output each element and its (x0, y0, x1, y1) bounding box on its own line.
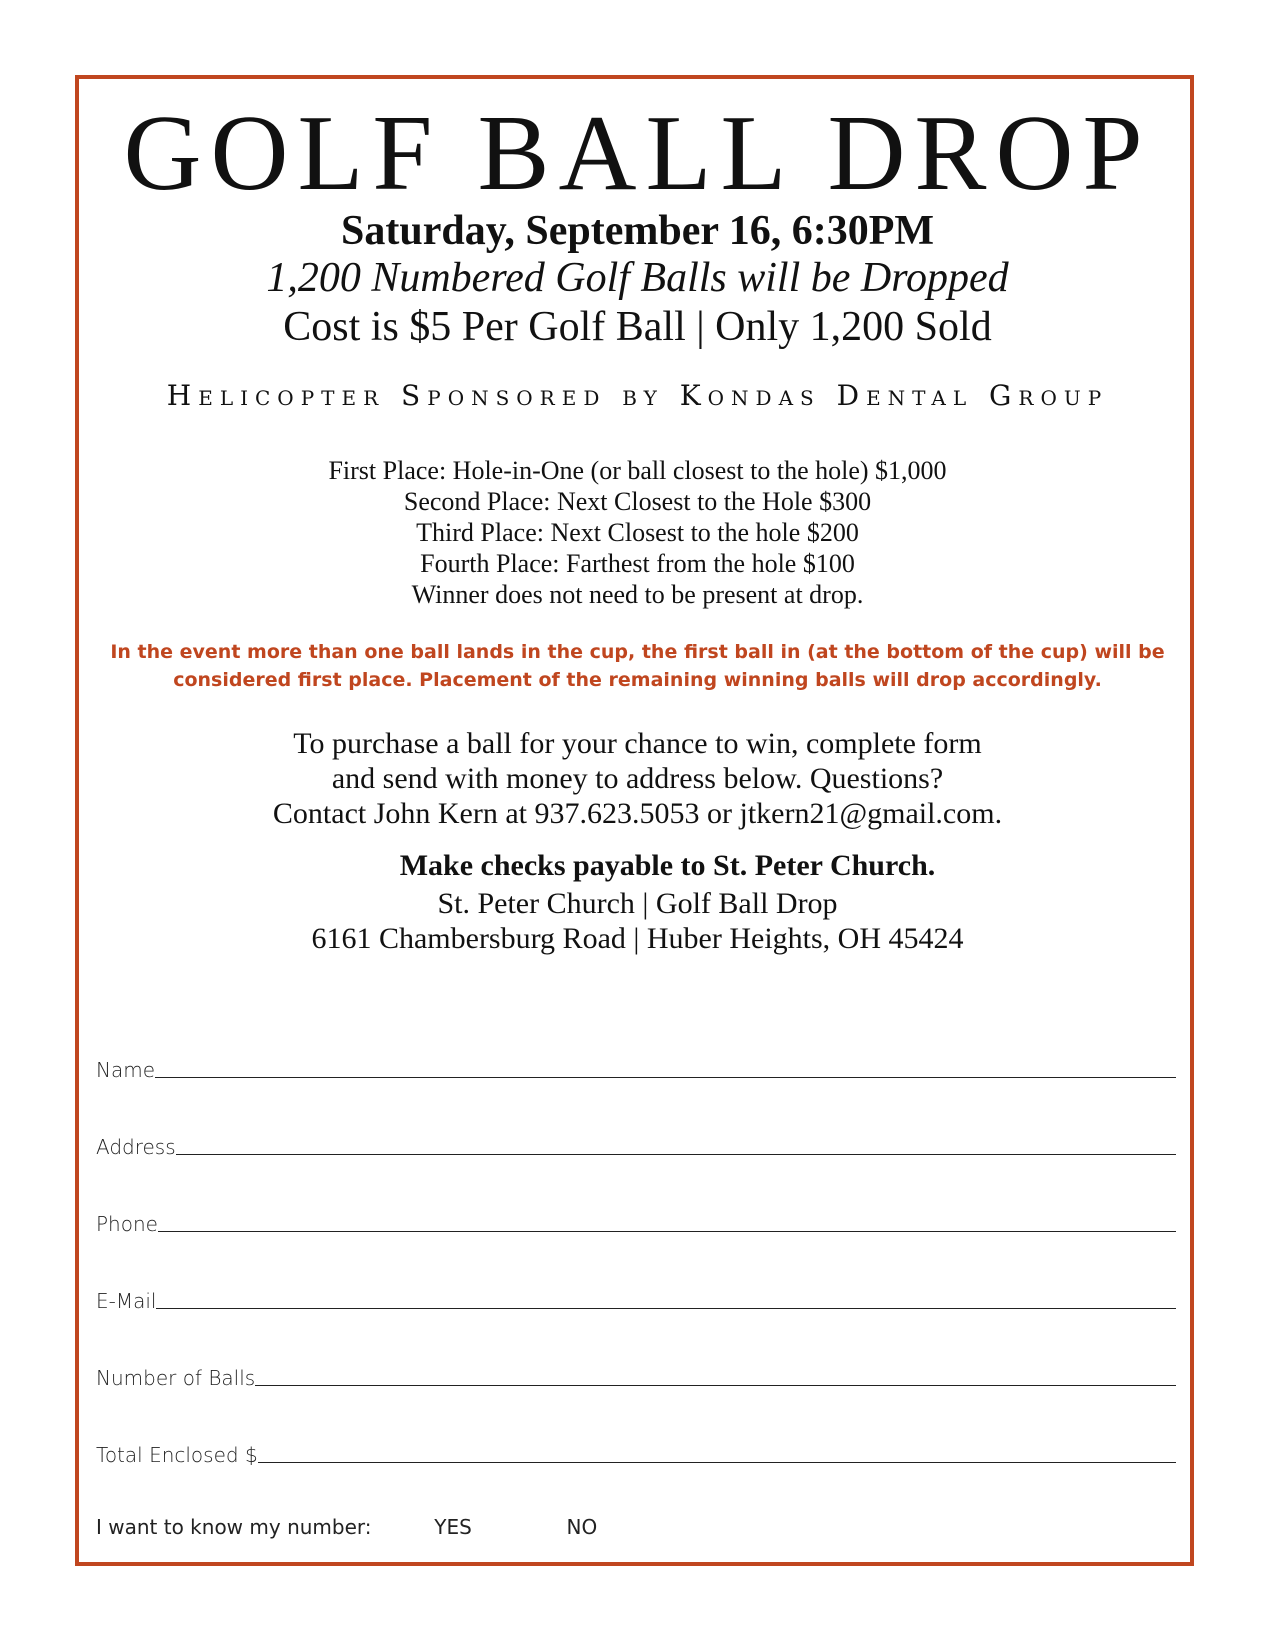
event-date: Saturday, September 16, 6:30PM (340, 208, 935, 254)
phone-label: Phone (96, 1212, 158, 1236)
cost-line: Cost is $5 Per Golf Ball | Only 1,200 Sold (283, 304, 992, 350)
phone-field[interactable] (96, 1204, 1176, 1234)
tie-notice (0, 638, 1275, 694)
tie-notice-line-1: In the event more than one ball lands in the cup, the first ball in (at the bottom of the cup) will be (110, 641, 1165, 663)
email-label: E-Mail (96, 1289, 157, 1313)
address-line[interactable] (176, 1153, 1176, 1155)
know-number-label: I want to know my number: (96, 1515, 372, 1539)
number-of-balls-field[interactable] (96, 1358, 1176, 1388)
purchase-line-2: and send with money to address below. Questions? (331, 762, 944, 795)
address-line-1: St. Peter Church | Golf Ball Drop (437, 887, 838, 920)
address-field[interactable] (96, 1127, 1176, 1157)
yes-option[interactable]: YES (434, 1515, 472, 1539)
know-number-row (96, 1515, 597, 1539)
prize-second: Second Place: Next Closest to the Hole $300 (403, 487, 872, 516)
page-title: GOLF BALL DROP (123, 94, 1152, 213)
address-line-2: 6161 Chambersburg Road | Huber Heights, OH 45424 (311, 922, 964, 955)
purchase-line-1: To purchase a ball for your chance to win, complete form (293, 727, 982, 760)
purchase-line-3: Contact John Kern at 937.623.5053 or jtkern21@gmail.com. (272, 797, 1003, 830)
total-enclosed-field[interactable] (96, 1435, 1176, 1465)
sponsor-line: Helicopter Sponsored by Kondas Dental Group (166, 379, 1109, 412)
name-field[interactable] (96, 1050, 1176, 1080)
checks-payable: Make checks payable to St. Peter Church. (399, 849, 936, 882)
winner-note: Winner does not need to be present at drop. (411, 580, 864, 609)
numbered-balls-line: 1,200 Numbered Golf Balls will be Dropped (266, 255, 1009, 301)
prize-third: Third Place: Next Closest to the hole $200 (416, 518, 859, 547)
prize-list (0, 455, 1275, 610)
name-line[interactable] (155, 1076, 1176, 1078)
phone-line[interactable] (158, 1230, 1176, 1232)
email-field[interactable] (96, 1281, 1176, 1311)
address-label: Address (96, 1135, 176, 1159)
mailing-address (0, 886, 1275, 956)
prize-fourth: Fourth Place: Farthest from the hole $100 (420, 549, 855, 578)
tie-notice-line-2: considered first place. Placement of the remaining winning balls will drop accordingly. (173, 669, 1102, 691)
total-enclosed-line[interactable] (258, 1461, 1176, 1463)
number-of-balls-label: Number of Balls (96, 1366, 256, 1390)
name-label: Name (96, 1058, 156, 1082)
no-option[interactable]: NO (566, 1515, 598, 1539)
prize-first: First Place: Hole-in-One (or ball closest to the hole) $1,000 (328, 456, 947, 485)
total-enclosed-label: Total Enclosed $ (96, 1443, 258, 1467)
purchase-instructions (0, 726, 1275, 831)
number-of-balls-line[interactable] (255, 1384, 1176, 1386)
email-line[interactable] (156, 1307, 1176, 1309)
